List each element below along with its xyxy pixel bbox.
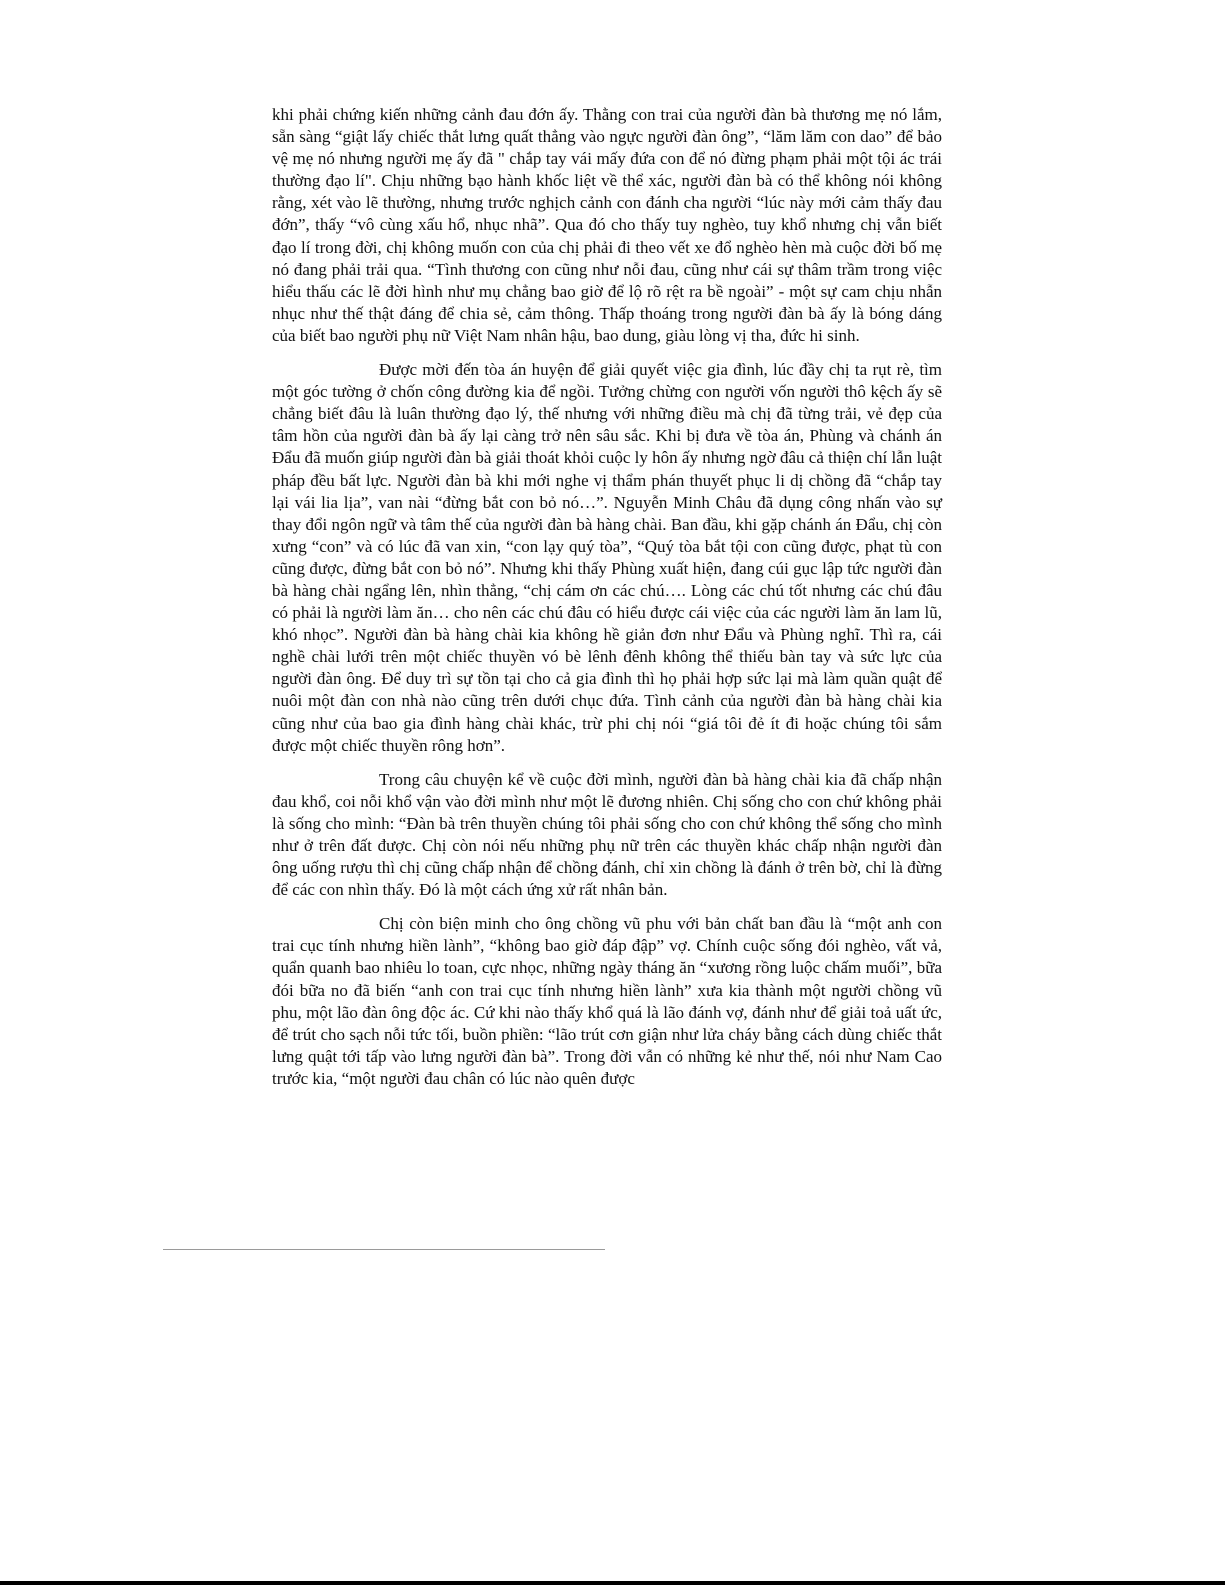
paragraph-3: Trong câu chuyện kể về cuộc đời mình, người đàn bà hàng chài kia đã chấp nhận đau khổ, coi nỗi khổ vận vào đời mình như một lẽ đương nhiên. Chị sống cho con chứ không phải là sống cho mình: “Đàn bà trên thuyền chúng tôi phải sống cho con chứ không thể sống cho mình như ở trên đất được. Chị còn nói nếu những phụ nữ trên các thuyền khác chấp nhận người đàn ông uống rượu thì chị cũng chấp nhận để chồng đánh, chỉ xin chồng là đánh ở trên bờ, chỉ là đừng để các con nhìn thấy. Đó là một cách ứng xử rất nhân bản. bbox=[272, 769, 942, 900]
paragraph-4: Chị còn biện minh cho ông chồng vũ phu với bản chất ban đầu là “một anh con trai cục tính nhưng hiền lành”, “không bao giờ đáp đập” vợ. Chính cuộc sống đói nghèo, vất vả, quẩn quanh bao nhiêu lo toan, cực nhọc, những ngày tháng ăn “xương rồng luộc chấm muối”, bữa đói bữa no đã biến “anh con trai cục tính nhưng hiền lành” xưa kia thành một người chồng vũ phu, một lão đàn ông độc ác. Cứ khi nào thấy khổ quá là lão đánh vợ, đánh như để giải toả uất ức, để trút cho sạch nỗi tức tối, buồn phiền: “lão trút cơn giận như lửa cháy bằng cách dùng chiếc thắt lưng quật tới tấp vào lưng người đàn bà”. Trong đời vẫn có những kẻ như thế, nói như Nam Cao trước kia, “một người đau chân có lúc nào quên được bbox=[272, 914, 942, 1088]
paragraph-2: Được mời đến tòa án huyện để giải quyết việc gia đình, lúc đầy chị ta rụt rè, tìm một góc tường ở chốn công đường kia để ngồi. Tưởng chừng con người vốn người thô kệch ấy sẽ chẳng biết đâu là luân thường đạo lý, thế nhưng với những điều mà chị đã từng trải, vẻ đẹp của tâm hồn của người đàn bà ấy lại càng trở nên sâu sắc. Khi bị đưa về tòa án, Phùng và chánh án Đẩu đã muốn giúp người đàn bà giải thoát khỏi cuộc ly hôn ấy nhưng ngờ đâu cả thiện chí lẫn luật pháp đều bất lực. Người đàn bà khi mới nghe vị thẩm phán thuyết phục li dị chồng đã “chắp tay lại vái lia lịa”, van nài “đừng bắt con bỏ nó…”. Nguyễn Minh Châu đã dụng công nhấn vào sự thay đổi ngôn ngữ và tâm thế của người đàn bà hàng chài. Ban đầu, khi gặp chánh án Đẩu, chị còn xưng “con” và có lúc đã van xin, “con lạy quý tòa”, “Quý tòa bắt tội con cũng được, phạt tù con cũng được, đừng bắt con bỏ nó”. Nhưng khi thấy Phùng xuất hiện, đang cúi gục lập tức người đàn bà hàng chài ngẩng lên, nhìn thẳng, “chị cám ơn các chú…. Lòng các chú tốt nhưng các chú đâu có phải là người làm ăn… cho nên các chú đâu có hiểu được cái việc của các người làm ăn lam lũ, khó nhọc”. Người đàn bà hàng chài kia không hề giản đơn như Đẩu và Phùng nghĩ. Thì ra, cái nghề chài lưới trên một chiếc thuyền vó bè lênh đênh không thể thiếu bàn tay và sức lực của người đàn ông. Để duy trì sự tồn tại cho cả gia đình thì họ phải hợp sức lại mà làm quần quật để nuôi một đàn con nhà nào cũng trên dưới chục đứa. Tình cảnh của người đàn bà hàng chài kia cũng như của bao gia đình hàng chài khác, trừ phi chị nói “giá tôi đẻ ít đi hoặc chúng tôi sắm được một chiếc thuyền rông hơn”. bbox=[272, 360, 942, 755]
body-text bbox=[272, 104, 942, 1102]
footnote-separator bbox=[163, 1249, 605, 1250]
paragraph-1: khi phải chứng kiến những cảnh đau đớn ấy. Thằng con trai của người đàn bà thương mẹ nó lắm, sẵn sàng “giật lấy chiếc thắt lưng quất thẳng vào ngực người đàn ông”, “lăm lăm con dao” để bảo vệ mẹ nó nhưng người mẹ ấy đã " chắp tay vái mấy đứa con để nó đừng phạm phải một tội ác trái thường đạo lí". Chịu những bạo hành khốc liệt về thể xác, người đàn bà có thể không nói không rằng, xét vào lẽ thường, nhưng trước nghịch cảnh con đánh cha người “lúc này mới cảm thấy đau đớn”, thấy “vô cùng xấu hổ, nhục nhã”. Qua đó cho thấy tuy nghèo, tuy khổ nhưng chị vẫn biết đạo lí trong đời, chị không muốn con của chị phải đi theo vết xe đổ nghèo hèn mà cuộc đời bố mẹ nó đang phải trải qua. “Tình thương con cũng như nỗi đau, cũng như cái sự thâm trầm trong việc hiểu thấu các lẽ đời hình như mụ chẳng bao giờ để lộ rõ rệt ra bề ngoài” - một sự cam chịu nhẫn nhục như thế thật đáng để chia sẻ, cảm thông. Thấp thoáng trong người đàn bà ấy là bóng dáng của biết bao người phụ nữ Việt Nam nhân hậu, bao dung, giàu lòng vị tha, đức hi sinh. bbox=[272, 105, 942, 345]
page-bottom-edge bbox=[0, 1581, 1225, 1585]
